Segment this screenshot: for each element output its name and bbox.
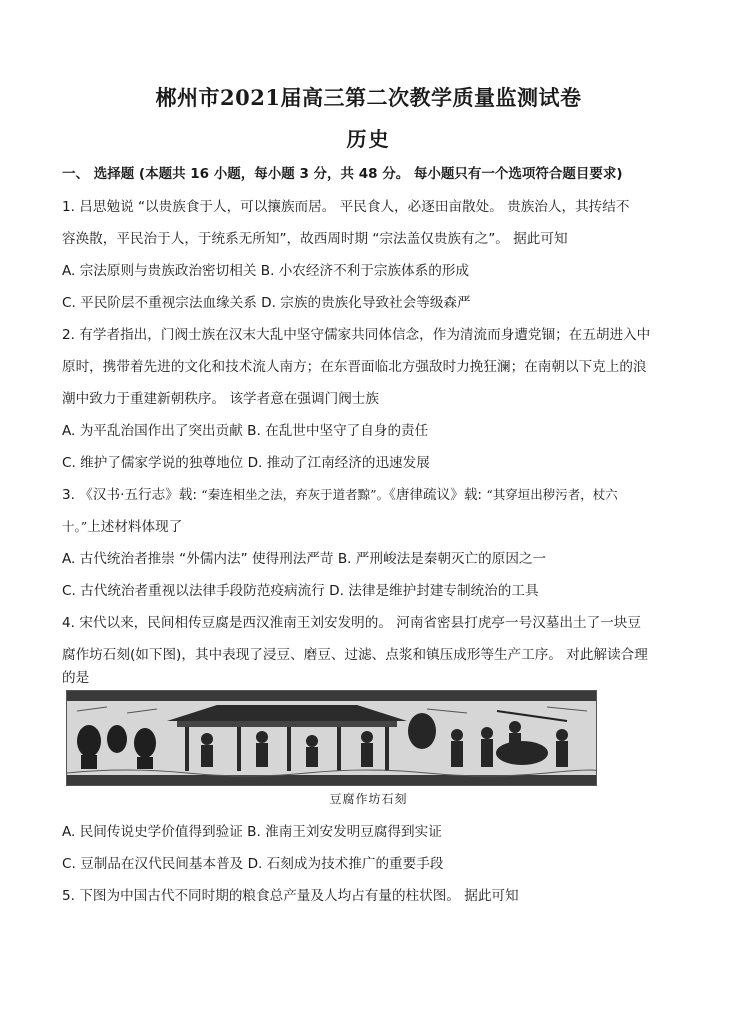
exam-subject: 历史 — [346, 127, 391, 151]
figure-caption: 豆腐作坊石刻 — [329, 792, 408, 806]
q1-stem-line-1: 1. 吕思勉说 “以贵族食于人，可以攘族而居。 平民食人，必逐田亩散处。 贵族治人，其抟结不 — [62, 199, 630, 215]
q4-options-cd: C. 豆制品在汉代民间基本普及 D. 石刻成为技术推广的重要手段 — [62, 856, 444, 872]
q5-stem: 5. 下图为中国古代不同时期的粮食总产量及人均占有量的柱状图。 据此可知 — [62, 888, 519, 904]
q4-stem-line-2: 腐作坊石刻(如下图)，其中表现了浸豆、磨豆、过滤、点浆和镇压成形等生产工序。 对此解读合理 — [62, 647, 648, 663]
q2-options-ab: A. 为平乱治国作出了突出贡献 B. 在乱世中坚守了自身的责任 — [62, 423, 429, 439]
q2-stem-line-2: 原时，携带着先进的文化和技术流人南方；在东晋面临北方强敌时力挽狂澜；在南朝以下克上的浪 — [62, 359, 647, 375]
q4-options-ab: A. 民间传说史学价值得到验证 B. 淮南王刘安发明豆腐得到实证 — [62, 824, 442, 840]
q2-stem-line-3: 潮中致力于重建新朝秩序。 该学者意在强调门阀士族 — [62, 391, 379, 407]
q3-options-ab: A. 古代统治者推崇 “外儒内法” 使得刑法严苛 B. 严刑峻法是秦朝灭亡的原因之一 — [62, 551, 547, 567]
q2-options-cd: C. 维护了儒家学说的独尊地位 D. 推动了江南经济的迅速发展 — [62, 455, 430, 471]
q3-quote-2: “其穿垣出秽污者，杖六 — [486, 487, 618, 502]
q1-options-cd: C. 平民阶层不重视宗法血缘关系 D. 宗族的贵族化导致社会等级森严 — [62, 295, 471, 311]
q3-text-1: 3. 《汉书·五行志》载: — [62, 487, 202, 503]
q1-stem-line-2: 容涣散，平民治于人，于统系无所知”，故西周时期 “宗法盖仅贵族有之”。 据此可知 — [62, 231, 568, 247]
q2-stem-line-1: 2. 有学者指出，门阀士族在汉末大乱中坚守儒家共同体信念，作为清流而身遭党锢；在五胡进入中 — [62, 327, 651, 343]
exam-title: 郴州市2021届高三第二次教学质量监测试卷 — [155, 85, 582, 110]
q3-text-3: 上述材料体现了 — [87, 519, 183, 535]
q4-stem-line-1: 4. 宋代以来，民间相传豆腐是西汉淮南王刘安发明的。 河南省密县打虎亭一号汉墓出土了一块豆 — [62, 615, 641, 631]
q3-quote-end: 十。” — [62, 519, 88, 534]
tofu-workshop-stone-carving-image — [66, 690, 597, 786]
q3-quote-1: “秦连相坐之法，弃灰于道者黥”。 — [201, 487, 390, 502]
section-header: 一、 选择题 (本题共 16 小题，每小题 3 分，共 48 分。 每小题只有一个选项符合题目要求) — [62, 166, 623, 182]
q3-stem-line-2 — [62, 515, 182, 535]
q3-options-cd: C. 古代统治者重视以法律手段防范疫病流行 D. 法律是维护封建专制统治的工具 — [62, 583, 539, 599]
q3-stem-line-1 — [62, 483, 618, 503]
q3-text-2: 《唐律疏议》载: — [389, 487, 487, 503]
q4-stem-line-3: 的是 — [62, 670, 90, 686]
q1-options-ab: A. 宗法原则与贵族政治密切相关 B. 小农经济不利于宗族体系的形成 — [62, 263, 470, 279]
